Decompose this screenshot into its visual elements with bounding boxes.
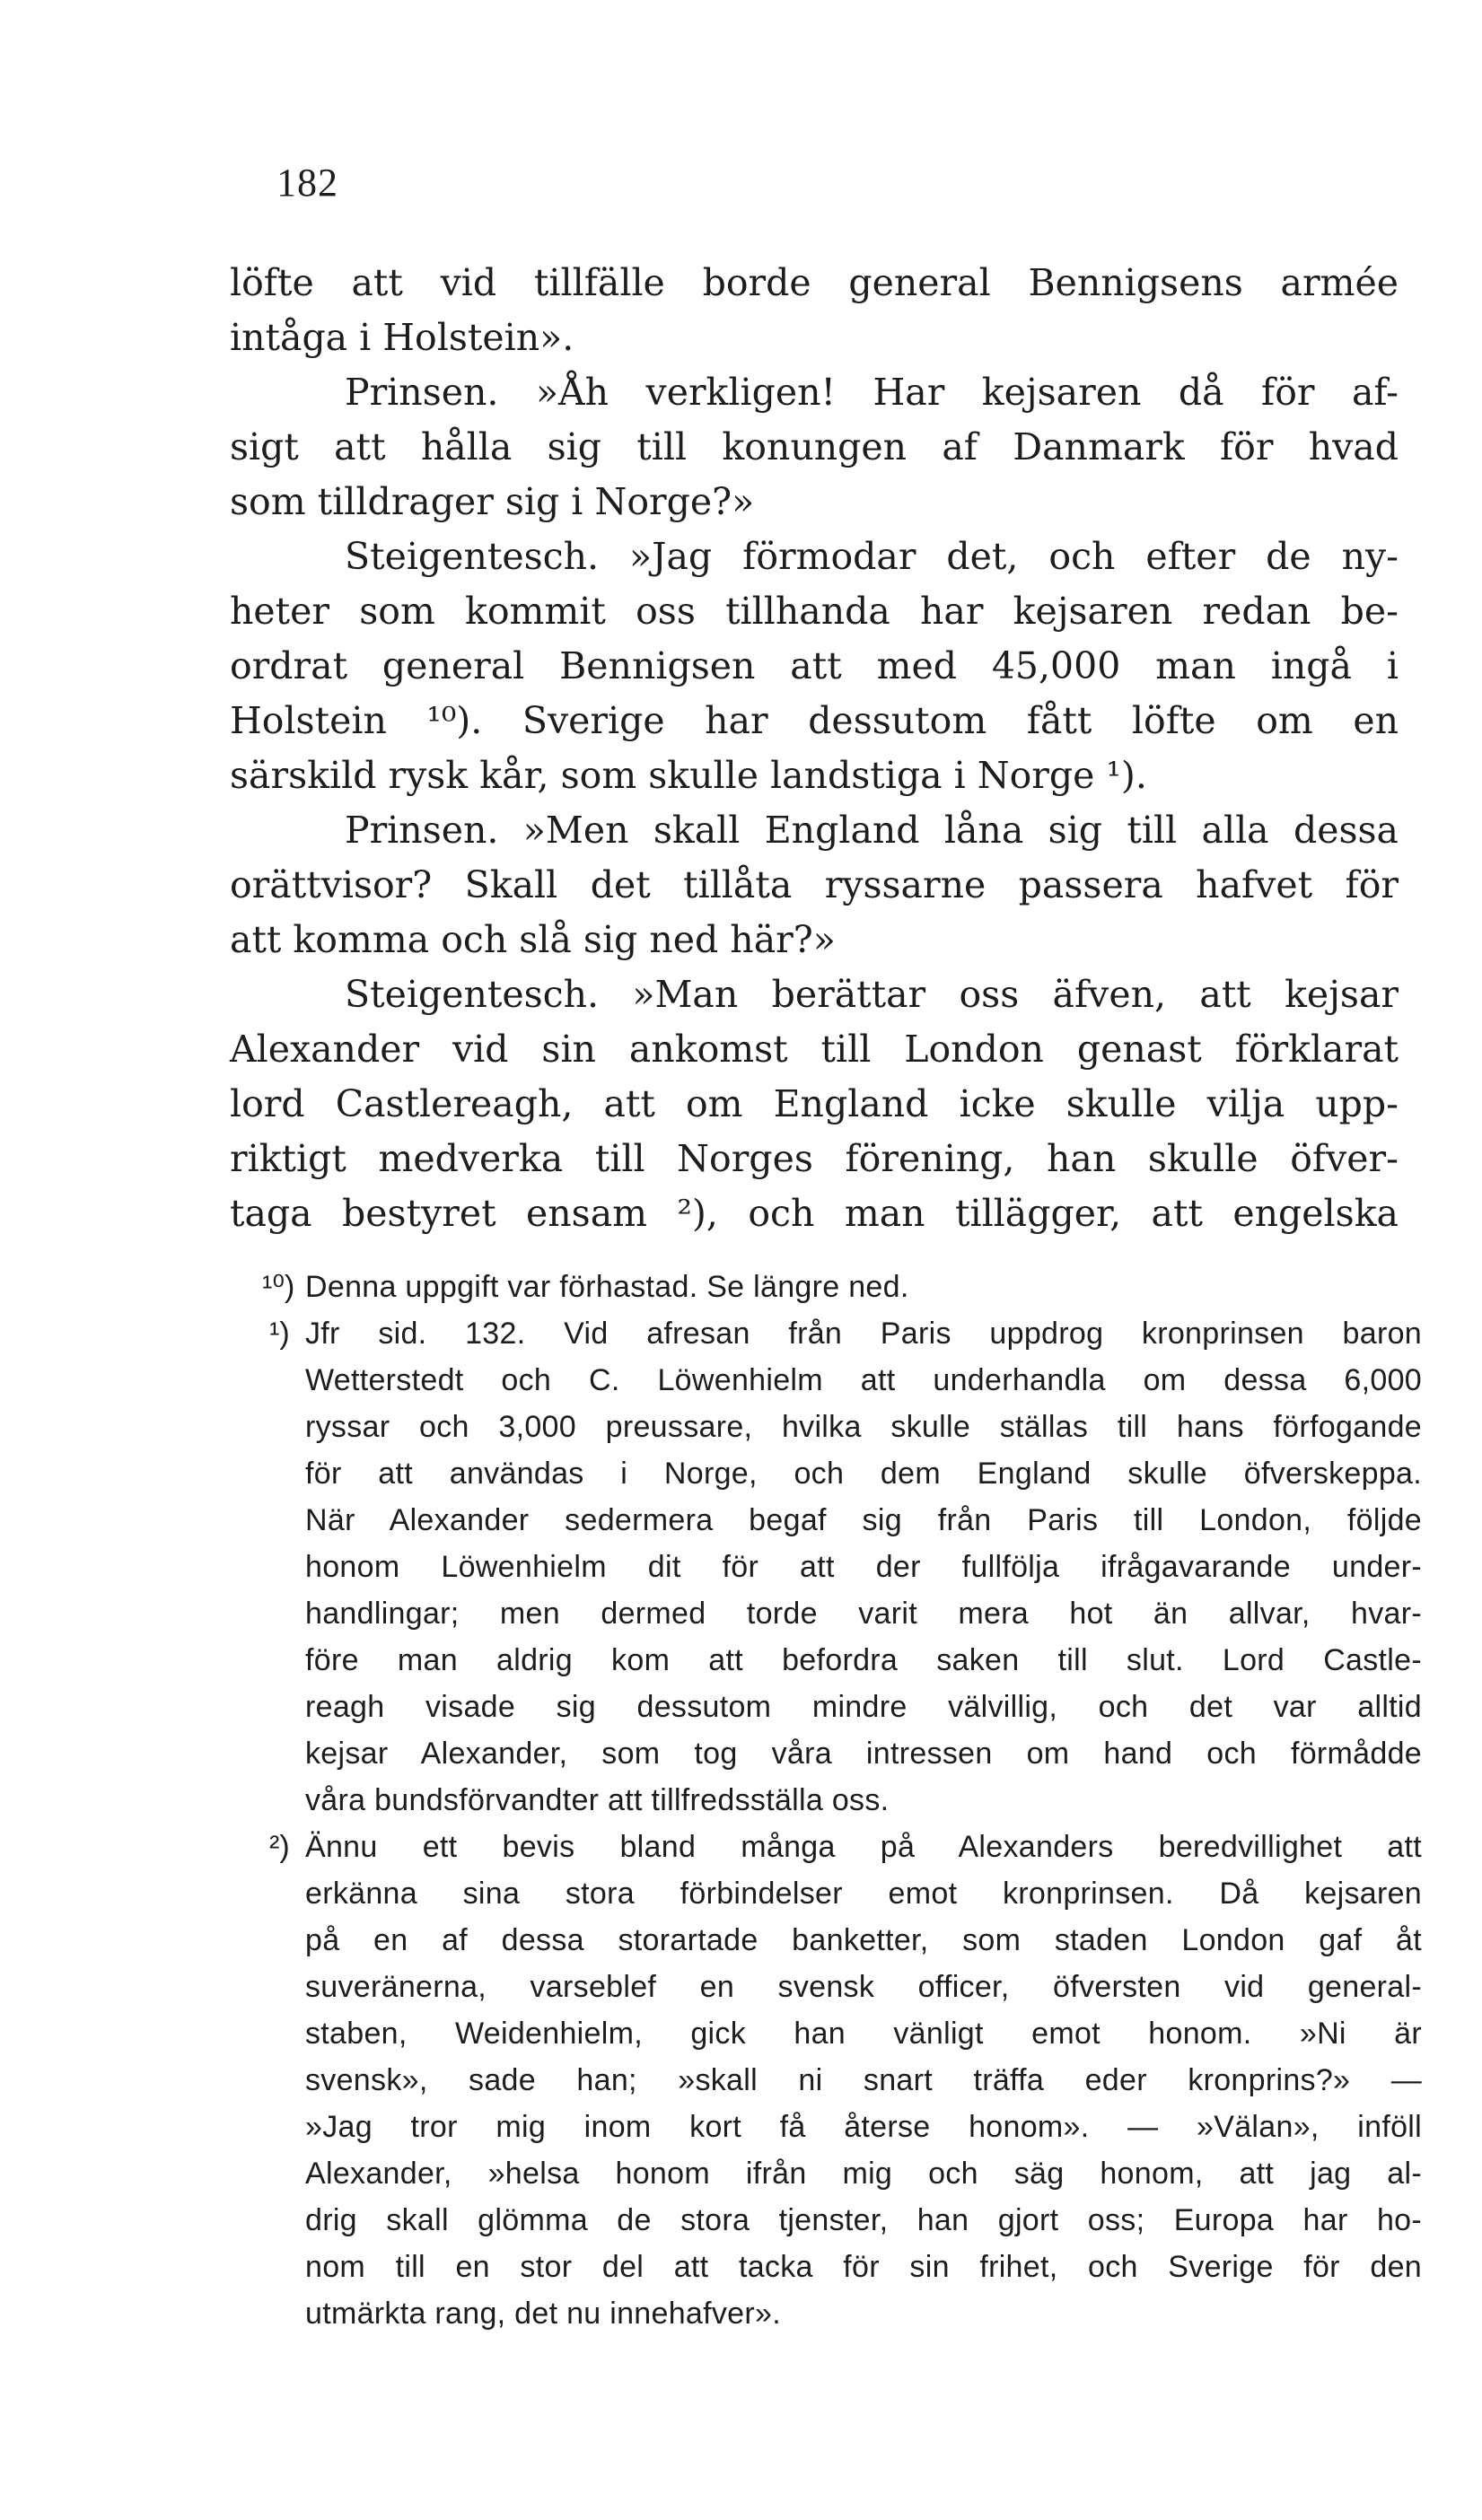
text-line: Steigentesch. »Man berättar oss äfven, att kejsar <box>345 973 1399 1016</box>
footnote-line: staben, Weidenhielm, gick han vänligt emot honom. »Ni är <box>305 2017 1422 2051</box>
footnote-line: Ännu ett bevis bland många på Alexanders beredvillighet att <box>305 1830 1422 1864</box>
footnote-marker: ²) <box>269 1830 290 1864</box>
text-line: att komma och slå sig ned här?» <box>230 918 836 961</box>
footnote-line: drig skall glömma de stora tjenster, han gjort oss; Europa har ho- <box>305 2203 1422 2237</box>
text-line: orättvisor? Skall det tillåta ryssarne passera hafvet för <box>230 863 1399 906</box>
text-line: Alexander vid sin ankomst till London genast förklarat <box>230 1028 1399 1071</box>
footnote-marker: ¹⁰) <box>262 1270 295 1304</box>
text-line: heter som kommit oss tillhanda har kejsaren redan be- <box>230 590 1399 633</box>
footnote-line: kejsar Alexander, som tog våra intressen om hand och förmådde <box>305 1737 1422 1771</box>
footnote-line: för att användas i Norge, och dem England skulle öfverskeppa. <box>305 1457 1422 1491</box>
footnote-line: »Jag tror mig inom kort få återse honom». — »Välan», inföll <box>305 2110 1422 2144</box>
page-number: 182 <box>276 161 338 205</box>
footnote-line: svensk», sade han; »skall ni snart träffa eder kronprins?» — <box>305 2063 1422 2097</box>
footnote-line: När Alexander sedermera begaf sig från Paris till London, följde <box>305 1503 1422 1537</box>
footnote-line: erkänna sina stora förbindelser emot kronprinsen. Då kejsaren <box>305 1877 1422 1911</box>
footnote-line: Denna uppgift var förhastad. Se längre ned. <box>305 1270 909 1304</box>
text-line: Holstein ¹⁰). Sverige har dessutom fått löfte om en <box>230 699 1399 742</box>
footnote-line: Jfr sid. 132. Vid afresan från Paris uppdrog kronprinsen baron <box>305 1317 1422 1351</box>
footnote-line: handlingar; men dermed torde varit mera hot än allvar, hvar- <box>305 1597 1422 1631</box>
footnote-line: Alexander, »helsa honom ifrån mig och säg honom, att jag al- <box>305 2157 1422 2191</box>
text-line: sigt att hålla sig till konungen af Danmark för hvad <box>230 425 1399 468</box>
text-line: taga bestyret ensam ²), och man tillägger, att engelska <box>230 1192 1399 1235</box>
footnote-line: reagh visade sig dessutom mindre välvillig, och det var alltid <box>305 1690 1422 1724</box>
text-line: ordrat general Bennigsen att med 45,000 man ingå i <box>230 644 1399 687</box>
text-line: Prinsen. »Åh verkligen! Har kejsaren då för af- <box>345 371 1399 414</box>
footnote-line: honom Löwenhielm dit för att der fullfölja ifrågavarande under- <box>305 1550 1422 1584</box>
text-line: Prinsen. »Men skall England låna sig till alla dessa <box>345 809 1399 852</box>
text-line: lord Castlereagh, att om England icke skulle vilja upp- <box>230 1082 1399 1125</box>
footnote-line: före man aldrig kom att befordra saken till slut. Lord Castle- <box>305 1643 1422 1677</box>
footnote-line: nom till en stor del att tacka för sin frihet, och Sverige för den <box>305 2250 1422 2284</box>
text-line: som tilldrager sig i Norge?» <box>230 480 755 523</box>
footnote-line: Wetterstedt och C. Löwenhielm att underhandla om dessa 6,000 <box>305 1363 1422 1397</box>
text-line: löfte att vid tillfälle borde general Bennigsens armée <box>230 261 1399 304</box>
footnote-line: ryssar och 3,000 preussare, hvilka skulle ställas till hans förfogande <box>305 1410 1422 1444</box>
text-line: riktigt medverka till Norges förening, han skulle öfver- <box>230 1137 1399 1180</box>
footnote-line: på en af dessa storartade banketter, som staden London gaf åt <box>305 1923 1422 1957</box>
text-line: intåga i Holstein». <box>230 316 574 359</box>
text-line: Steigentesch. »Jag förmodar det, och efter de ny- <box>345 535 1399 578</box>
footnote-line: våra bundsförvandter att tillfredsställa oss. <box>305 1783 890 1817</box>
footnote-line: utmärkta rang, det nu innehafver». <box>305 2297 781 2331</box>
text-line: särskild rysk kår, som skulle landstiga i Norge ¹). <box>230 754 1147 797</box>
footnote-marker: ¹) <box>269 1317 290 1351</box>
footnote-line: suveränerna, varseblef en svensk officer, öfversten vid general- <box>305 1970 1422 2004</box>
